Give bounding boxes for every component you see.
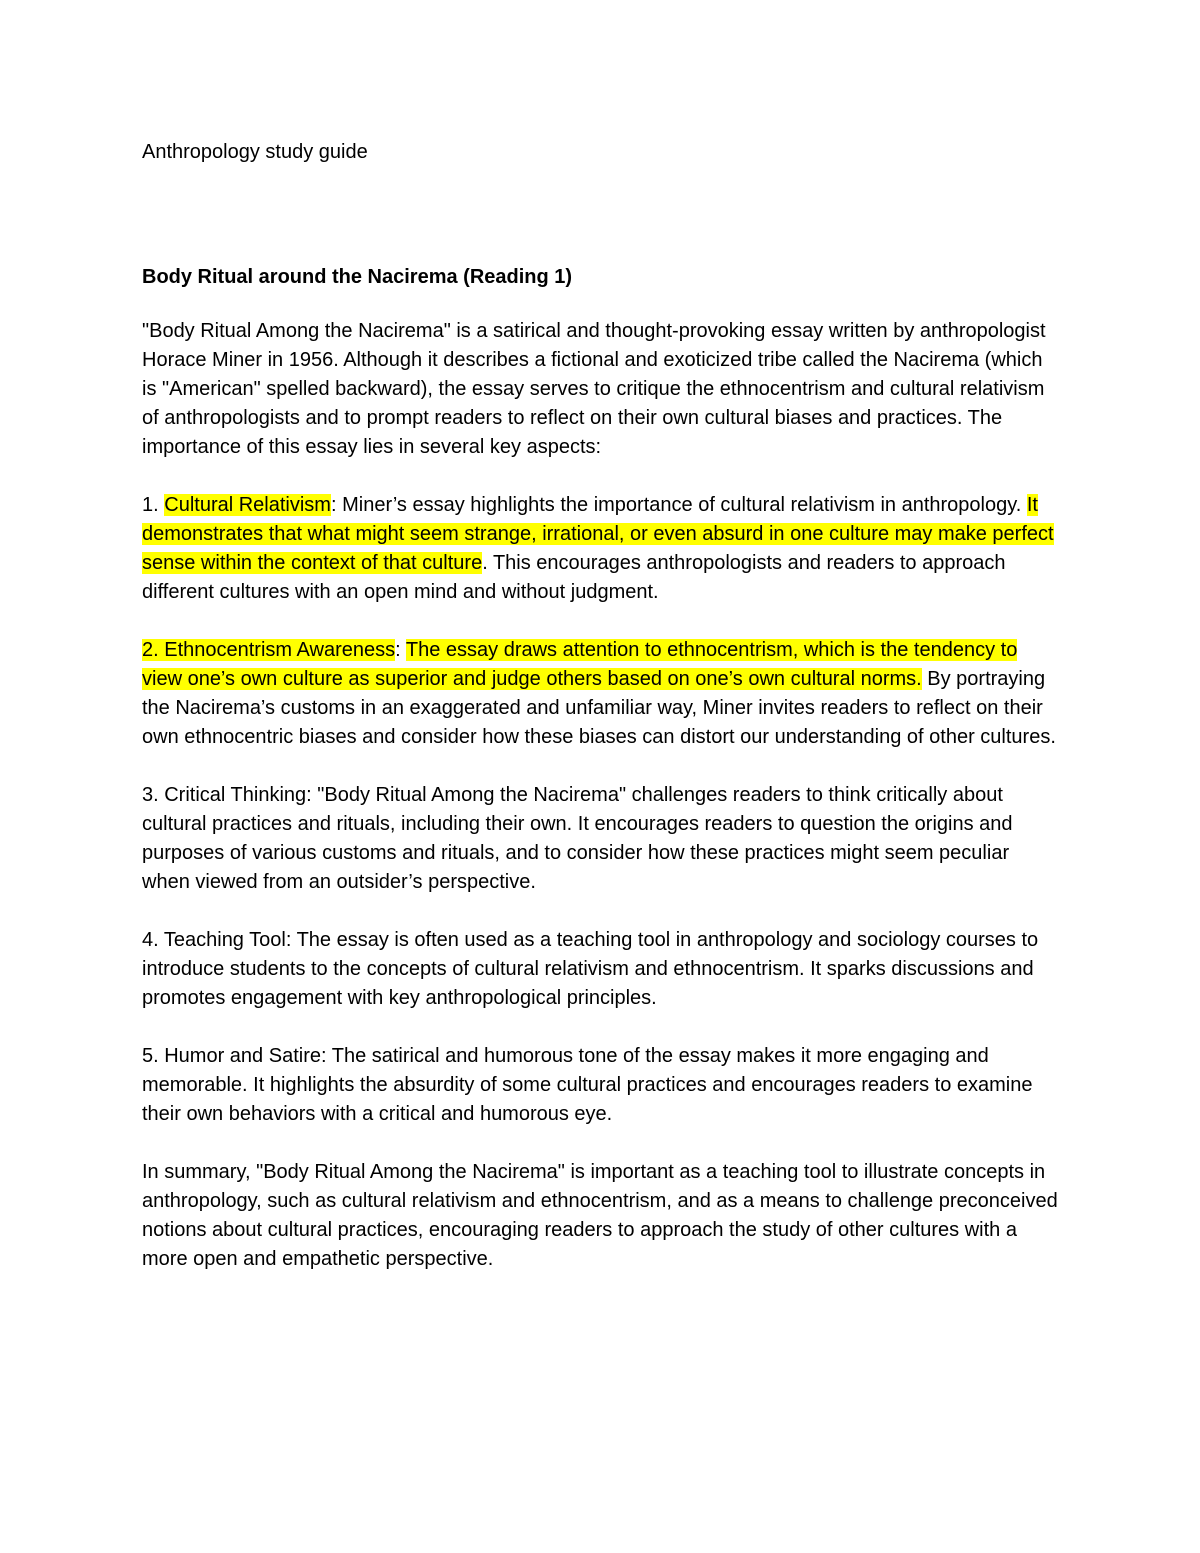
point-colon: : <box>330 494 343 516</box>
point-cultural-relativism <box>142 491 1062 607</box>
point-text: Miner’s essay highlights the importance of cultural relativism in anthropology. <box>342 494 1027 516</box>
point-colon: : <box>395 639 406 661</box>
document-body <box>142 138 1062 1274</box>
point-humor-and-satire: 5. Humor and Satire: The satirical and humorous tone of the essay makes it more engaging and memorable. It highlights the absurdity of some cultural practices and encourages readers to examine their own behaviors with a critical and humorous eye. <box>142 1045 1033 1125</box>
point-ethnocentrism-awareness <box>142 636 1062 752</box>
highlighted-term: 2. Ethnocentrism Awareness <box>142 639 396 661</box>
intro-paragraph: "Body Ritual Among the Nacirema" is a satirical and thought-provoking essay written by anthropologist Horace Miner in 1956. Although it describes a fictional and exoticized tribe called the Nacirema (which is "American" spelled backward), the essay serves to critique the ethnocentrism and cultural relativism of anthropologists and to prompt readers to reflect on their own cultural biases and practices. The importance of this essay lies in several key aspects: <box>142 320 1046 458</box>
section-heading: Body Ritual around the Nacirema (Reading 1) <box>142 266 573 288</box>
point-text: By portraying the Nacirema’s customs in an exaggerated and unfamiliar way, Miner invites readers to reflect on their own ethnocentric biases and consider how these biases can distort our understanding of other cultures. <box>142 668 1056 748</box>
highlighted-passage: It demonstrates that what might seem strange, irrational, or even absurd in one culture may make perfect sense within the context of that culture <box>142 494 1054 574</box>
highlighted-passage: The essay draws attention to ethnocentrism, which is the tendency to view one’s own culture as superior and judge others based on one’s own cultural norms. <box>142 639 1018 690</box>
highlighted-term: Cultural Relativism <box>164 494 331 516</box>
document-title: Anthropology study guide <box>142 141 368 163</box>
point-number: 1. <box>142 494 165 516</box>
point-critical-thinking: 3. Critical Thinking: "Body Ritual Among the Nacirema" challenges readers to think critically about cultural practices and rituals, including their own. It encourages readers to question the origins and purposes of various customs and rituals, and to consider how these practices might seem peculiar when viewed from an outsider’s perspective. <box>142 784 1013 893</box>
summary-paragraph: In summary, "Body Ritual Among the Nacirema" is important as a teaching tool to illustrate concepts in anthropology, such as cultural relativism and ethnocentrism, and as a means to challenge preconceived notions about cultural practices, encouraging readers to approach the study of other cultures with a more open and empathetic perspective. <box>142 1161 1058 1270</box>
point-teaching-tool: 4. Teaching Tool: The essay is often used as a teaching tool in anthropology and sociology courses to introduce students to the concepts of cultural relativism and ethnocentrism. It sparks discussions and promotes engagement with key anthropological principles. <box>142 929 1039 1009</box>
point-text: . This encourages anthropologists and readers to approach different cultures with an open mind and without judgment. <box>142 552 1006 603</box>
